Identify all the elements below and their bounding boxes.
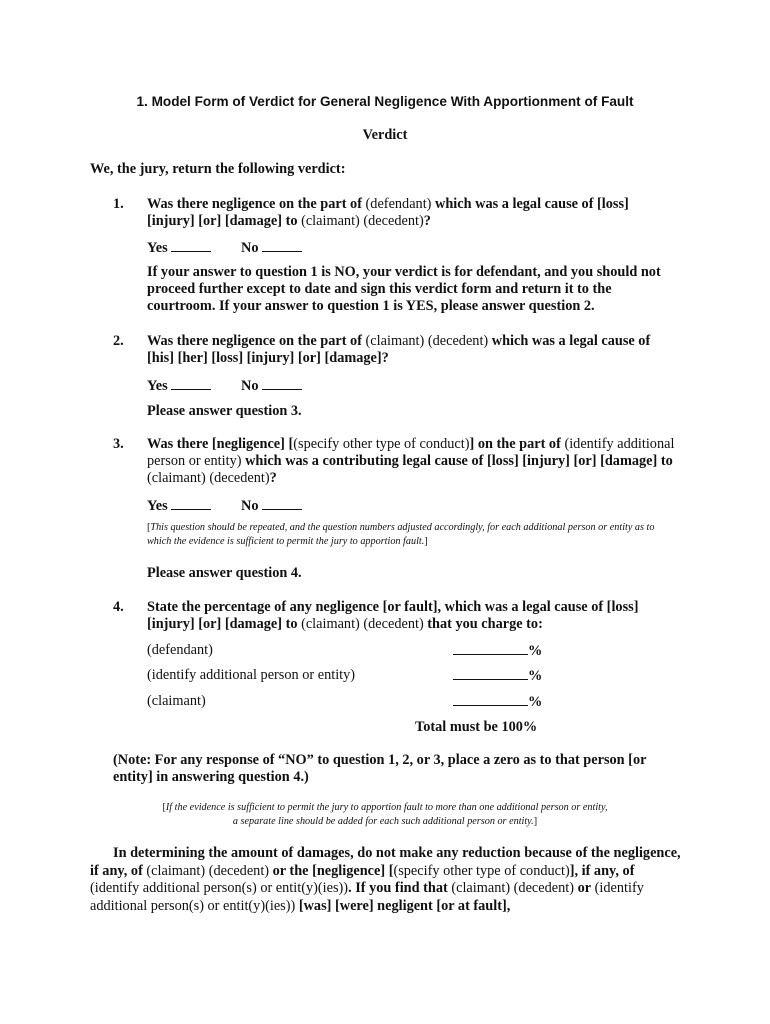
q2-fill-a: (claimant) (decedent) — [365, 333, 489, 349]
damages-p4: . If you find that — [348, 880, 448, 896]
q1-yes-row — [147, 239, 211, 257]
damages-p2: or the [negligence] [ — [272, 862, 394, 879]
question-4-text — [147, 599, 677, 633]
damages-paragraph — [90, 845, 685, 915]
document-title: 1. Model Form of Verdict for General Negligence With Apportionment of Fault — [136, 94, 634, 109]
damages-p3: ], if any, of — [569, 862, 635, 879]
document-subtitle: Verdict — [362, 127, 408, 143]
q1-instruction: If your answer to question 1 is NO, your verdict is for defendant, and you should not proceed further except to date and sign this verdict form and return it to the courtroom. If your answer to question 1 is YES, please answer question 2. — [147, 264, 661, 314]
q4-row-blank[interactable] — [453, 642, 528, 655]
q3-yes-label: Yes — [147, 498, 168, 514]
q4-row-entry — [453, 693, 542, 711]
q3-text-b: ] on the part of — [469, 436, 561, 452]
q2-instruction: Please answer question 3. — [147, 403, 302, 419]
q1-fill-a: (defendant) — [365, 196, 432, 212]
damages-f3: (identify additional person(s) or entit(y)(ies)) — [90, 880, 349, 896]
q3-no-row — [241, 497, 302, 515]
bracket-note-close: ] — [533, 816, 538, 827]
q4-row-entry — [453, 667, 542, 685]
q1-no-row — [241, 239, 302, 257]
question-2-number: 2. — [113, 333, 124, 349]
q3-fill-b: (identify additional person or entity) — [147, 436, 675, 469]
intro-text: We, the jury, return the following verdict: — [90, 161, 346, 177]
damages-f1: (claimant) (decedent) — [146, 862, 270, 879]
q4-row-party: (claimant) — [147, 693, 206, 709]
question-3-text — [147, 436, 677, 487]
q4-row-unit: % — [528, 643, 543, 659]
q3-fill-c: (claimant) (decedent) — [147, 470, 270, 486]
q4-text-b: that you charge to: — [427, 616, 543, 632]
q2-no-label: No — [241, 378, 259, 394]
bracket-note-line2: a separate line should be added for each such additional person or entity. — [232, 816, 534, 827]
q3-yes-row — [147, 497, 211, 515]
q2-text-a: Was there negligence on the part of — [147, 333, 362, 349]
damages-p1: In determining the amount of damages, do not make any reduction because of the negligence, if any, of — [90, 845, 681, 879]
q3-text-d: ? — [269, 470, 277, 486]
q1-text-b: which was a legal cause of [loss] [injury] [or] [damage] to — [147, 196, 629, 229]
q2-no-row — [241, 377, 302, 395]
bracket-note-line-2 — [0, 815, 770, 829]
q2-yes-blank[interactable] — [171, 377, 211, 390]
q3-instruction: Please answer question 4. — [147, 565, 302, 581]
q1-text-a: Was there negligence on the part of — [147, 196, 362, 212]
q1-yes-blank[interactable] — [171, 239, 211, 252]
damages-f2: (specify other type of conduct) — [393, 862, 570, 879]
q2-no-blank[interactable] — [262, 377, 302, 390]
q4-row-blank[interactable] — [453, 667, 528, 680]
q3-no-blank[interactable] — [262, 497, 302, 510]
damages-p6: [was] [were] negligent [or at fault], — [298, 897, 511, 914]
q3-repeat-note — [147, 521, 667, 549]
q1-yes-label: Yes — [147, 240, 168, 256]
q3-fill-a: (specify other type of conduct) — [293, 436, 470, 452]
q1-fill-b: (claimant) (decedent) — [301, 213, 424, 229]
q3-note-open: [ — [147, 522, 151, 533]
q2-yes-row — [147, 377, 211, 395]
bracket-note-open: [ — [162, 802, 166, 813]
question-1-text — [147, 196, 677, 230]
q4-row-party: (defendant) — [147, 642, 213, 658]
q1-no-label: No — [241, 240, 259, 256]
q3-text-a: Was there [negligence] [ — [147, 436, 294, 452]
q3-yes-blank[interactable] — [171, 497, 211, 510]
q4-row-unit: % — [528, 668, 543, 684]
q3-note-text: This question should be repeated, and the question numbers adjusted accordingly, for each additional person or entity as to which the evidence is sufficient to permit the jury to apportion fault. — [147, 522, 655, 547]
question-1-number: 1. — [113, 196, 124, 212]
question-2-text — [147, 333, 677, 367]
q4-row-entry — [453, 642, 542, 660]
bracket-note — [0, 801, 770, 829]
bracket-note-line1: If the evidence is sufficient to permit the jury to apportion fault to more than one additional person or entity, — [165, 802, 608, 813]
q3-note-close: ] — [424, 536, 428, 547]
q4-text-a: State the percentage of any negligence [or fault], which was a legal cause of [loss] [injury] [or] [damage] to — [147, 599, 639, 632]
q1-text-c: ? — [423, 213, 431, 229]
q3-text-c: which was a contributing legal cause of [loss] [injury] [or] [damage] to — [245, 453, 673, 469]
damages-f5: (identify additional person(s) or entit(y)(ies)) — [90, 880, 644, 914]
question-3-number: 3. — [113, 436, 124, 452]
q4-row-unit: % — [528, 694, 543, 710]
damages-f4: (claimant) (decedent) — [451, 880, 574, 896]
question-4-number: 4. — [113, 599, 124, 615]
q3-no-label: No — [241, 498, 259, 514]
q4-row-party: (identify additional person or entity) — [147, 667, 356, 683]
q1-no-blank[interactable] — [262, 239, 302, 252]
q4-fill-a: (claimant) (decedent) — [301, 616, 424, 632]
damages-p5: or — [577, 880, 592, 896]
bracket-note-line-1 — [0, 801, 770, 815]
q2-yes-label: Yes — [147, 378, 168, 394]
q4-row-blank[interactable] — [453, 693, 528, 706]
zero-note: (Note: For any response of “NO” to question 1, 2, or 3, place a zero as to that person [or entity] in answering question 4.) — [113, 752, 647, 785]
q2-text-b: which was a legal cause of [his] [her] [loss] [injury] [or] [damage]? — [147, 333, 651, 366]
q4-total: Total must be 100% — [415, 719, 538, 735]
